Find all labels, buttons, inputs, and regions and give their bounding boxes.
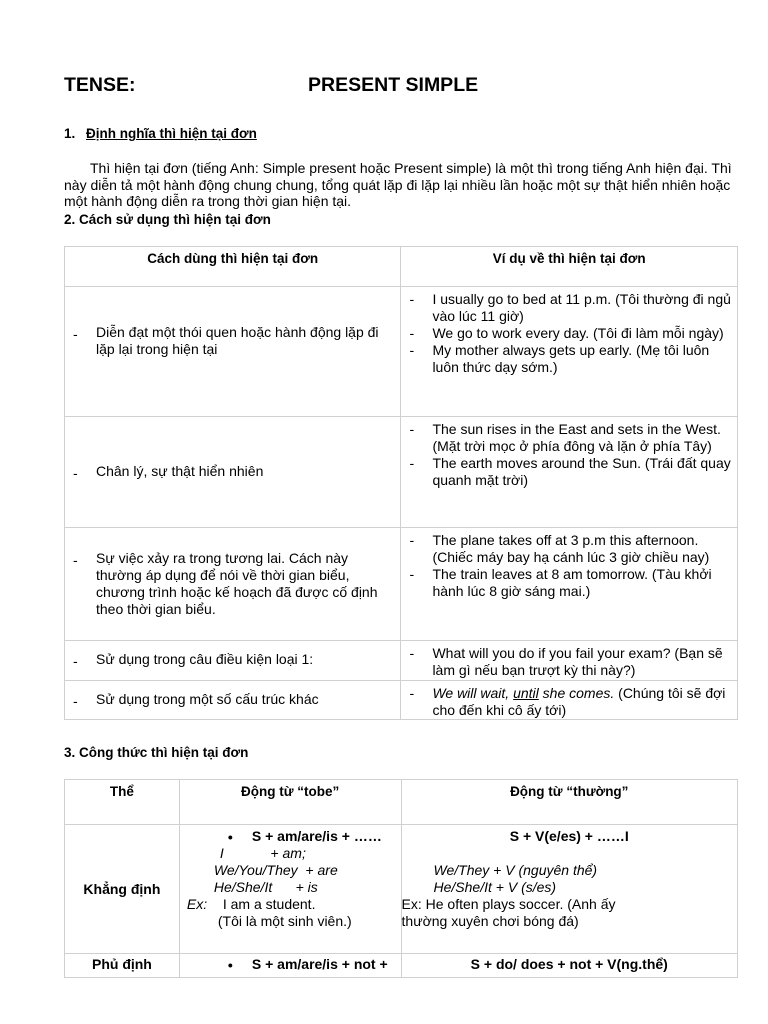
list-item: - The train leaves at 8 am tomorrow. (Tàu khởi hành lúc 8 giờ sáng mai.) [409,566,712,599]
bullet-icon: • [227,957,233,973]
table-row [65,825,738,954]
usage-text: Sử dụng trong một số cấu trúc khác [96,691,319,707]
formula-table-header [65,780,738,825]
tobe-negative-cell: • S + am/are/is + not + [179,954,401,978]
list-item: - We go to work every day. (Tôi đi làm mỗi ngày) [409,325,724,341]
usage-text: Sự việc xảy ra trong tương lai. Cách này thường áp dụng để nói về thời gian biểu, chương trình hoặc kế hoạch đã được cố định theo thời gian biểu. [96,550,378,617]
verb-negative-cell: S + do/ does + not + V(ng.thể) [401,954,737,978]
verb-affirmative-cell: S + V(e/es) + ……I We/They + V (nguyên thể) He/She/It + V (s/es) Ex: He often plays soccer. (Anh ấy thường xuyên chơi bóng đá) [401,825,737,954]
usage-col-header: Cách dùng thì hiện tại đơn [65,247,401,287]
section3-heading: 3. Công thức thì hiện tại đơn [64,745,249,760]
form-col-header: Thể [65,780,180,825]
table-row [65,641,738,681]
bullet-icon: • [227,829,233,845]
verb-affirmative-formula: S + V(e/es) + ……I [509,828,629,844]
example-col-header: Ví dụ về thì hiện tại đơn [401,247,738,287]
example-cell [401,681,738,720]
page-title: PRESENT SIMPLE [308,74,479,96]
usage-text: Sử dụng trong câu điều kiện loại 1: [96,651,314,667]
table-row [65,287,738,417]
usage-cell: - Sự việc xảy ra trong tương lai. Cách này thường áp dụng để nói về thời gian biểu, chương trình hoặc kế hoạch đã được cố định theo thời gian biểu. [65,528,401,641]
usage-cell: - Chân lý, sự thật hiển nhiên [65,417,401,528]
section1-number: 1. [64,126,76,141]
formula-table [64,779,738,978]
table-row [65,417,738,528]
list-item: - We will wait, until she comes. (Chúng tôi sẽ đợi cho đến khi cô ấy tới) [409,685,726,718]
section1-heading: Định nghĩa thì hiện tại đơn [86,126,257,141]
negative-label: Phủ định [65,954,180,978]
usage-text: Chân lý, sự thật hiển nhiên [96,463,264,479]
example-cell [401,528,738,641]
usage-cell: - Sử dụng trong câu điều kiện loại 1: [65,641,401,681]
list-item: - What will you do if you fail your exam? (Bạn sẽ làm gì nếu bạn trượt kỳ thi này?) [409,645,723,678]
usage-table [64,246,738,720]
section1-paragraph [64,160,744,210]
tobe-affirmative-cell: • S + am/are/is + …… I + am; We/You/They + are He/She/It + is Ex: I am a student. (Tôi là một sinh viên.) [179,825,401,954]
list-item: - I usually go to bed at 11 p.m. (Tôi thường đi ngủ vào lúc 11 giờ) [409,291,731,324]
example-cell [401,641,738,681]
tobe-col-header: Động từ “tobe” [179,780,401,825]
list-item: - My mother always gets up early. (Mẹ tôi luôn luôn thức dạy sớm.) [409,342,710,375]
usage-text: Diễn đạt một thói quen hoặc hành động lặp đi lặp lại trong hiện tại [96,324,379,357]
affirmative-label: Khẳng định [65,825,180,954]
usage-table-header [65,247,738,287]
list-item: - The earth moves around the Sun. (Trái đất quay quanh mặt trời) [409,455,731,488]
verb-col-header: Động từ “thường” [401,780,737,825]
list-item: - The sun rises in the East and sets in the West. (Mặt trời mọc ở phía đông và lặn ở phía Tây) [409,421,721,454]
section2-heading: 2. Cách sử dụng thì hiện tại đơn [64,212,271,227]
table-row [65,954,738,978]
table-row [65,681,738,720]
example-cell [401,417,738,528]
usage-cell: - Sử dụng trong một số cấu trúc khác [65,681,401,720]
section1-paragraph-text: Thì hiện tại đơn (tiếng Anh: Simple present hoặc Present simple) là một thì trong tiếng Anh hiện đại. Thì này diễn tả một hành động chung chung, tổng quát lặp đi lặp lại nhiều lần hoặc một sự thật hiển nhiên hoặc một hành động diễn ra trong thời gian hiện tại. [64,160,732,209]
title-label: TENSE: [64,74,136,96]
usage-cell: - Diễn đạt một thói quen hoặc hành động lặp đi lặp lại trong hiện tại [65,287,401,417]
list-item: - The plane takes off at 3 p.m this afternoon. (Chiếc máy bay hạ cánh lúc 3 giờ chiều nay) [409,532,710,565]
tobe-affirmative-formula: S + am/are/is + …… [251,828,382,844]
table-row [65,528,738,641]
example-cell [401,287,738,417]
